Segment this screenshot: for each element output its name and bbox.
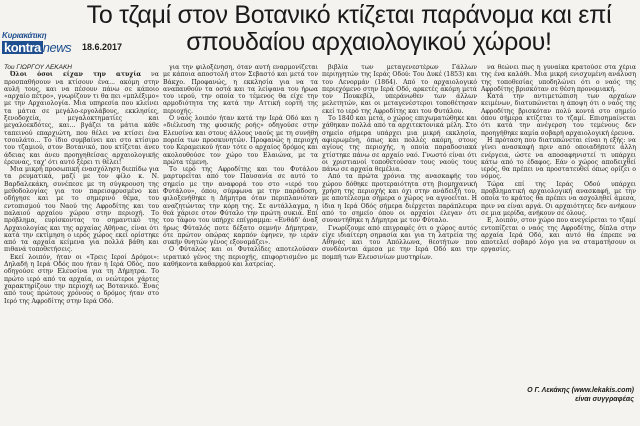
paragraph: Ε, λοιπόν, στον χώρο που ανεγείρεται το τζαμί εντοπίζεται ο ναός της Αφροδίτης, δίπλα στην αρχαία Ιερά Οδό, και αυτό θα έπρεπε να αποτελεί σοβαρό λόγο για να σταματήσουν οι εργασίες. [481, 217, 636, 254]
paragraph: Το ιερό της Αφροδίτης και του Φυτάλου μαρτυρείται από τον Παυσανία σε αυτό το σημείο με την αναφορά του στο «ιερό του Φυτάλου», όπου, σύμφωνα με την παράδοση, φιλοξενήθηκε η Δήμητρα όταν περιπλανιόταν αναζητώντας την κόρη της. Σε αντάλλαγμα, η θεά χάρισε στον Φύταλο την πρώτη συκιά. Επί του τάφου του υπήρχε επίγραμμα: «Ενθάδ' άναξ ήρως Φύταλός ποτε δέξατο σεμνήν Δήμητραν, ότε πρώτον οπώρας καρπόν έφηνεν, ην ιεράν συκήν θνητών γένος εξονομάζει». [163, 166, 318, 247]
paragraph: Το 1840 και μετά, ο χώρος επιχωματώθηκε και χάθηκαν πολλά από τα αρχιτεκτονικά μέλη. Στο σημείο σήμερα υπάρχει μια μικρή εκκλησία, αφιερωμένη, όπως και πολλές ακόμη, στους αγίους της περιοχής, η οποία παραδοσιακά χτίστηκε πάνω σε αρχαίο ναό. Γνωστό είναι ότι οι χριστιανοί τοποθετούσαν τους ναούς τους πάνω σε αρχαία θεμέλια. [322, 115, 477, 174]
byline: Του ΓΙΩΡΓΟΥ ΛΕΚΑΚΗ [4, 64, 72, 71]
paragraph: Τώρα επί της Ιεράς Οδού υπάρχει προβληματική αρχαιολογική ανασκαφή, με την οποία το κράτος θα πρέπει να ασχοληθεί άμεσα, πριν να είναι αργά. Οι αρχαιότητες δεν ανήκουν σε μια μερίδα, ανήκουν σε όλους. [481, 180, 636, 217]
lead-text: να προσπαθήσουν να κτίσουν ένα... ακόμη στην αυλή τους, και να πέσουν πάνω σε κάποιο «αρχαίο πέτρο», γνωρίζουν τι θα πει «μπλέξιμο» με την Αρχαιολογία. Μια υπηρεσία που κλείνει τα μάτια σε μεγάλο-εργολάβους, εκκλησίες, ξενοδοχεία, μεγαλοκτηματίες και μεγαλοεκδότες, και... βγάζει τα μάτια κάθε ταπεινού επαρχιώτη, που θέλει να κτίσει ένα τσουλάτο... Το ίδιο συμβαίνει και στο κτίσιμο του τζαμιού, στον Βοτανικό, που κτίζεται άνευ άδειας και άνευ προηγηθείσας αρχαιολογικής έρευνας, ταχ' ότι αυτό ξέρει τι θέλει! [4, 71, 159, 166]
paragraph: Από τα πρώτα χρόνια της ανασκαφής του χώρου δόθηκε προτεραιότητα στη βιομηχανική χρήση της περιοχής και όχι στην ανάδειξή του, με αποτέλεσμα σήμερα ο χώρος να αγνοείται. Η ίδια η Ιερά Οδός σήμερα διέρχεται παράπλευρα από το σημείο όπου οι αρχαίοι έλεγαν ότι συναντήθηκε η Δήμητρα με τον Φύταλο. [322, 173, 477, 225]
paragraph: Εκεί λοιπόν, ήταν οι «Τρεις Ιεροί Δρόμοι»: Δηλαδή η Ιερά Οδός που ήταν η Ιερά Οδός, που οδηγούσε στην Ελευσίνα για τη Δήμητρα. Το πρώτο ιερό από τα αρχαία, οι νεώτεροι χάρτες χαρακτηρίζουν την περιοχή ως Βοτανικό. Ένας από τους πρώτους χρόνους ο δρόμος ήταν στο Ιερό της Αφροδίτης στην Ιερά Οδό. [4, 253, 159, 305]
paragraph: Κατά την αντιμετώπιση των αρχαίων κειμένων, διατυπώνεται η άποψη ότι ο ναός της Αφροδίτης βρισκόταν πολύ κοντά στο σημείο όπου σήμερα κτίζεται το τζαμί. Επισημαίνεται ότι κατά την ανέγερση του τεμένους δεν προηγήθηκε καμία σοβαρή αρχαιολογική έρευνα. [481, 93, 636, 137]
article-column-3 [322, 64, 477, 422]
masthead [0, 0, 640, 60]
publication-date: 18.6.2017 [82, 42, 123, 52]
article-headline [60, 2, 638, 56]
paragraph: Γνωρίζουμε από επιγραφές ότι ο χώρος αυτός είχε ιδιαίτερη σημασία και για τη λατρεία της Αθηνάς και του Απόλλωνα, θεοτήτων που συνδέονται άμεσα με την Ιερά Οδό και την πομπή των Ελευσινίων μυστηρίων. [322, 224, 477, 261]
signature-author: Ο Γ. Λεκάκης (www.lekakis.com) [527, 387, 634, 394]
lead-bold: Όλοι όσοι είχαν την ατυχία [10, 71, 142, 79]
signature-role: είναι συγγραφέας [575, 396, 634, 403]
paragraph: βιβλία των μεταγενεστέρων Γάλλων περιηγητών της Ιεράς Οδού: Του Δυκέ (1853) και του Λενορμάν (1864). Από το αρχαιολογικό περιεχόμενο στην Ιερά Οδό, αρκετές ακόμη μετά τον Πουκεβίλ, υπεράνωθεν των άλλων μελετητών, και οι μεταγενέστεροι τοποθέτησαν εκεί το ιερό της Αφροδίτης και του Φυτάλου. [322, 64, 477, 115]
author-signature [523, 386, 634, 404]
article-body [4, 64, 636, 422]
paragraph: για την φιλοξένηση, όταν αυτή εναρμονίζεται με κάποια αποστολή στον Σεβαστό και μετά τον Βάκχο. Προφανώς, η εκκλησία για να τα αναπαυθούν τα οστά και τα λείψανα του ήρωα του ιερού, την οποία το τέμενος θα είχε την αρμοδιότητα της κατά την Αττική εορτή της περιοχής. [163, 64, 318, 115]
paragraph: να θεώνει πως η γυναίκα κρατούσε στα χέρια της ένα καλάθι. Μια μικρή ενισχυμένη ανάλυση της τοποθεσίας υποδηλώνει ότι ο ναός της Αφροδίτης βρισκόταν σε θέση προνομιακή. [481, 64, 636, 93]
headline-line-1: Το τζαμί στον Βοτανικό κτίζεται παράνομα και επί [86, 1, 612, 29]
logo-news: news [42, 40, 72, 55]
paragraph: Ο ναός λοιπόν ήταν κατά την Ιερά Οδό και η «διέλευση της φυσικής ροής» οδηγούσε στην Ελευσίνα και στους άλλους ναούς με τη συνήθη πορεία των προσκυνητών. Προφανώς η περιοχή του Κεραμεικού ήταν τότε ο αρχαίος δρόμος και ακολουθούσε τον χώρο του Ελαιώνα, με τα πρώτα τέμενη. [163, 115, 318, 166]
headline-line-2: σπουδαίου αρχαιολογικού χώρου! [186, 28, 552, 56]
article-column-2 [163, 64, 318, 422]
article-column-4 [481, 64, 636, 422]
article-column-1 [4, 64, 159, 422]
paragraph: Ο Φύταλος και οι Φυταλίδες αποτελούσαν ιερατικό γένος της περιοχής, επιφορτισμένο με καθήκοντα καθαρμού και λατρείας. [163, 246, 318, 269]
lead-paragraph [4, 71, 159, 166]
paragraph: Η πρόταση που διατυπώνεται είναι η εξής: να γίνει ανασκαφή πριν από οποιαδήποτε άλλη ενέργεια, ώστε να αποσαφηνιστεί τι υπάρχει κάτω από το έδαφος. Εάν ο χώρος αποδειχθεί ιερός, θα πρέπει να προστατευθεί όπως ορίζει ο νόμος. [481, 136, 636, 181]
logo-kontra: kontra [4, 40, 41, 55]
logo-top-text: Κυριακάτικη [2, 31, 47, 40]
paragraph: Μια μικρή προσωπική ενασχόληση διεπίδω για τα ρευματικά, μαζί με τον φίλο κ. Ν. Βαρδαλεκάκη, συνέπεσε με τη σύγκρουση της μεθοδολογίας για τον παρεισφρυσμένο και οδήγησε και με το σημερινό θέμα, του εντοπισμού του Ναού της Αφροδίτης και του παλαιού αρχαίου χώρου στην περιοχή. Το πρόβλημα, ευρίσκοντας το σημαντικό της Αρχαιολογίας και της αρχαίας Αθήνας, είναι ότι κατά την εκτίμηση ο ιερός χώρος εκεί ορίστηκε από τα αρχαία κείμενα για πολλά βάθη και πιθανά τοποθετήσεις. [4, 166, 159, 254]
